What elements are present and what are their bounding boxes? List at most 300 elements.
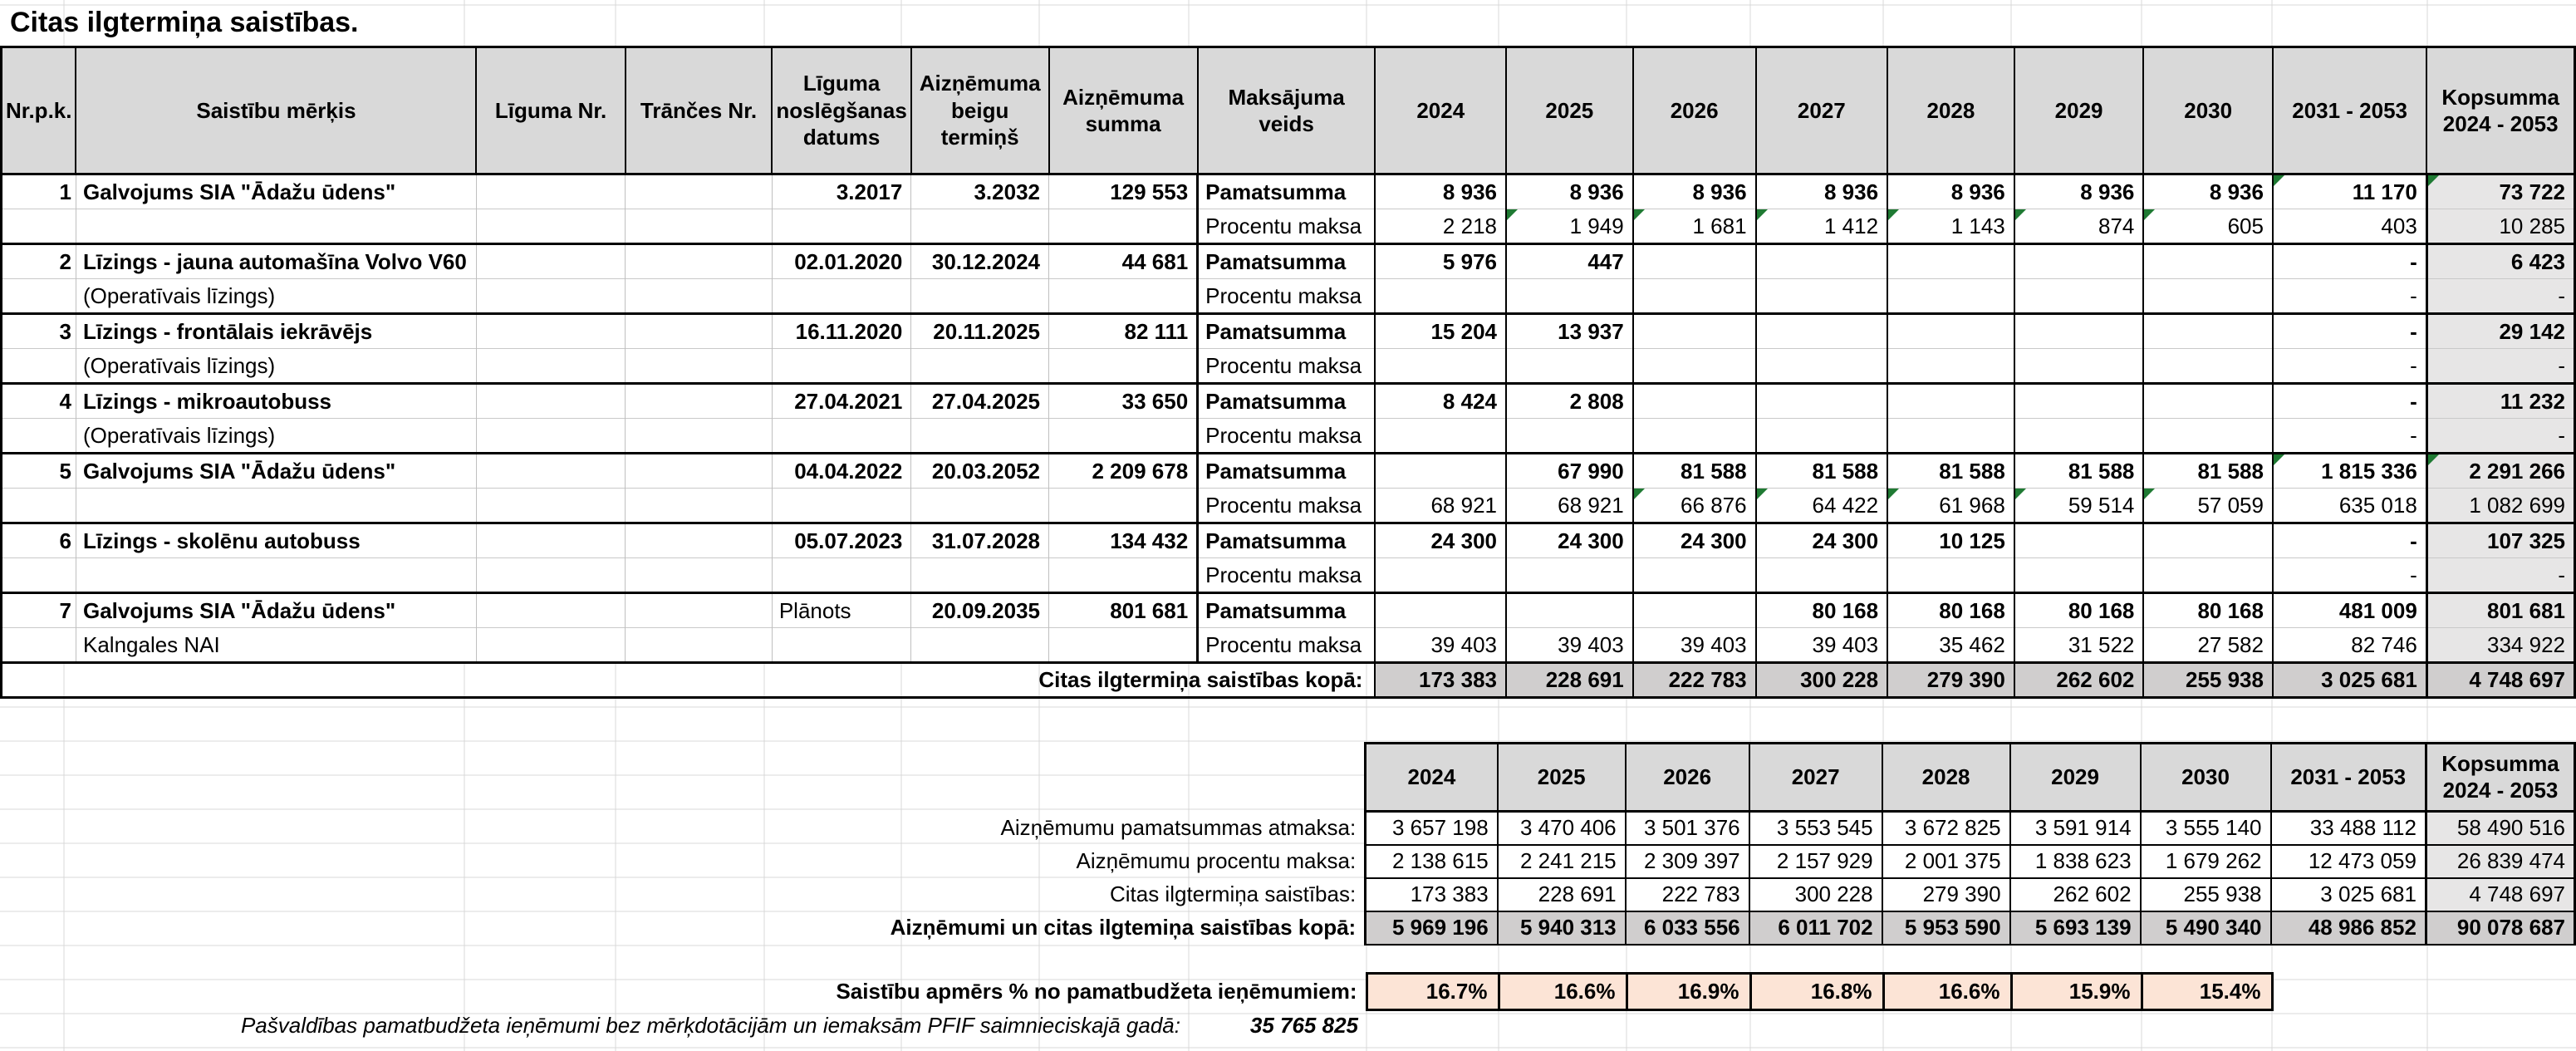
summary-value-cell[interactable]: 222 783 <box>1626 878 1749 911</box>
sheet-title[interactable]: Citas ilgtermiņa saistības. <box>10 7 359 38</box>
summary-value-cell[interactable]: 5 940 313 <box>1498 911 1626 945</box>
year-header[interactable]: 2024 <box>1375 47 1506 174</box>
year-value-cell[interactable]: 57 059 <box>2143 489 2273 523</box>
year-value-cell[interactable] <box>1887 558 2014 593</box>
summary-value-cell[interactable]: 48 986 852 <box>2271 911 2426 945</box>
row-number-cell[interactable]: 5 <box>2 454 76 489</box>
year-value-cell[interactable] <box>1633 314 1756 349</box>
row-number-cell[interactable]: 3 <box>2 314 76 349</box>
row-number-cell[interactable]: 6 <box>2 523 76 558</box>
total-value-cell[interactable]: 255 938 <box>2143 663 2273 698</box>
year-value-cell[interactable] <box>1633 244 1756 279</box>
year-value-cell[interactable] <box>2143 314 2273 349</box>
payment-type-cell[interactable]: Procentu maksa <box>1198 419 1376 454</box>
summary-year-header[interactable]: 2028 <box>1882 744 2010 812</box>
date-end-cell[interactable]: 27.04.2025 <box>911 384 1049 419</box>
loan-amount-cell[interactable] <box>1049 558 1198 593</box>
summary-value-cell[interactable]: 3 555 140 <box>2141 812 2271 845</box>
tranche-no-cell[interactable] <box>626 523 773 558</box>
summary-kopsumma-cell[interactable]: 4 748 697 <box>2426 878 2574 911</box>
year-value-cell[interactable]: 10 125 <box>1887 523 2014 558</box>
year-value-cell[interactable] <box>1633 558 1756 593</box>
year-value-cell[interactable] <box>1506 279 1633 314</box>
kopsumma-value-cell[interactable]: 107 325 <box>2426 523 2574 558</box>
column-header[interactable]: Līguma noslēgšanas datums <box>772 47 911 174</box>
summary-row-label[interactable]: Citas ilgtermiņa saistības: <box>1109 882 1357 906</box>
year-value-cell[interactable]: 1 412 <box>1756 209 1888 244</box>
row-number-cell[interactable]: 1 <box>2 174 76 209</box>
summary-year-header[interactable]: 2029 <box>2010 744 2141 812</box>
year-value-cell[interactable] <box>1756 419 1888 454</box>
payment-type-cell[interactable]: Pamatsumma <box>1198 174 1376 209</box>
summary-value-cell[interactable]: 3 657 198 <box>1366 812 1498 845</box>
kopsumma-value-cell[interactable]: 6 423 <box>2426 244 2574 279</box>
year-value-cell[interactable] <box>1887 384 2014 419</box>
row-number-cell[interactable]: 2 <box>2 244 76 279</box>
summary-year-header[interactable]: 2031 - 2053 <box>2271 744 2426 812</box>
column-header[interactable]: Līguma Nr. <box>476 47 625 174</box>
kopsumma-header[interactable] <box>2426 47 2574 174</box>
summary-row-label[interactable]: Aizņēmumu pamatsummas atmaksa: <box>1000 815 1357 840</box>
year-value-cell[interactable]: 39 403 <box>1756 628 1888 663</box>
tranche-no-cell[interactable] <box>626 314 773 349</box>
year-value-cell[interactable]: 1 143 <box>1887 209 2014 244</box>
date-signed-cell[interactable] <box>772 209 911 244</box>
year-value-cell[interactable]: 81 588 <box>2014 454 2144 489</box>
purpose-cell[interactable]: Līzings - mikroautobuss <box>76 384 476 419</box>
year-value-cell[interactable]: 68 921 <box>1506 489 1633 523</box>
year-value-cell[interactable]: 13 937 <box>1506 314 1633 349</box>
year-value-cell[interactable]: 39 403 <box>1506 628 1633 663</box>
date-signed-cell[interactable]: 27.04.2021 <box>772 384 911 419</box>
loan-amount-cell[interactable]: 801 681 <box>1049 593 1198 628</box>
year-value-cell[interactable]: 61 968 <box>1887 489 2014 523</box>
summary-year-header[interactable]: 2025 <box>1498 744 1626 812</box>
payment-type-cell[interactable]: Pamatsumma <box>1198 593 1376 628</box>
date-end-cell[interactable]: 20.03.2052 <box>911 454 1049 489</box>
summary-value-cell[interactable]: 228 691 <box>1498 878 1626 911</box>
summary-value-cell[interactable]: 3 553 545 <box>1749 812 1882 845</box>
year-value-cell[interactable] <box>2014 279 2144 314</box>
payment-type-cell[interactable]: Procentu maksa <box>1198 558 1376 593</box>
year-value-cell[interactable] <box>1375 419 1506 454</box>
date-end-cell[interactable]: 30.12.2024 <box>911 244 1049 279</box>
year-value-cell[interactable]: 8 936 <box>1633 174 1756 209</box>
loan-amount-cell[interactable] <box>1049 349 1198 384</box>
year-value-cell[interactable]: 59 514 <box>2014 489 2144 523</box>
year-value-cell[interactable] <box>1506 419 1633 454</box>
year-value-cell[interactable] <box>1887 244 2014 279</box>
summary-value-cell[interactable]: 300 228 <box>1749 878 1882 911</box>
year-value-cell[interactable]: 35 462 <box>1887 628 2014 663</box>
year-value-cell[interactable] <box>2143 523 2273 558</box>
row-number-cell[interactable] <box>2 419 76 454</box>
contract-no-cell[interactable] <box>476 628 625 663</box>
year-value-cell[interactable] <box>2143 349 2273 384</box>
year-value-cell[interactable] <box>2014 349 2144 384</box>
year-value-cell[interactable]: 68 921 <box>1375 489 1506 523</box>
year-value-cell[interactable]: 15 204 <box>1375 314 1506 349</box>
purpose-cell[interactable] <box>76 489 476 523</box>
loan-amount-cell[interactable] <box>1049 489 1198 523</box>
payment-type-cell[interactable]: Procentu maksa <box>1198 489 1376 523</box>
summary-row-label[interactable]: Aizņēmumi un citas ilgtemiņa saistības kopā: <box>890 915 1357 940</box>
total-value-cell[interactable]: 222 783 <box>1633 663 1756 698</box>
loan-amount-cell[interactable]: 44 681 <box>1049 244 1198 279</box>
payment-type-cell[interactable]: Pamatsumma <box>1198 523 1376 558</box>
contract-no-cell[interactable] <box>476 314 625 349</box>
column-header[interactable]: Maksājuma veids <box>1198 47 1376 174</box>
year-value-cell[interactable]: - <box>2273 523 2426 558</box>
date-signed-cell[interactable]: 16.11.2020 <box>772 314 911 349</box>
tranche-no-cell[interactable] <box>626 419 773 454</box>
date-signed-cell[interactable] <box>772 558 911 593</box>
summary-value-cell[interactable]: 3 470 406 <box>1498 812 1626 845</box>
year-value-cell[interactable]: 605 <box>2143 209 2273 244</box>
year-value-cell[interactable]: 447 <box>1506 244 1633 279</box>
payment-type-cell[interactable]: Procentu maksa <box>1198 279 1376 314</box>
tranche-no-cell[interactable] <box>626 209 773 244</box>
kopsumma-value-cell[interactable]: - <box>2426 419 2574 454</box>
purpose-cell[interactable]: Galvojums SIA "Ādažu ūdens" <box>76 174 476 209</box>
contract-no-cell[interactable] <box>476 419 625 454</box>
kopsumma-value-cell[interactable]: - <box>2426 279 2574 314</box>
year-value-cell[interactable]: - <box>2273 384 2426 419</box>
year-value-cell[interactable]: 39 403 <box>1633 628 1756 663</box>
ratio-percent-cell[interactable]: 16.9% <box>1627 974 1750 1010</box>
total-value-cell[interactable]: 279 390 <box>1887 663 2014 698</box>
purpose-cell[interactable]: Galvojums SIA "Ādažu ūdens" <box>76 593 476 628</box>
summary-year-header[interactable]: 2024 <box>1366 744 1498 812</box>
date-signed-cell[interactable] <box>772 489 911 523</box>
summary-value-cell[interactable]: 1 679 262 <box>2141 845 2271 878</box>
purpose-cell[interactable]: Līzings - skolēnu autobuss <box>76 523 476 558</box>
contract-no-cell[interactable] <box>476 209 625 244</box>
summary-value-cell[interactable]: 262 602 <box>2010 878 2141 911</box>
purpose-cell[interactable] <box>76 209 476 244</box>
date-end-cell[interactable] <box>911 489 1049 523</box>
year-value-cell[interactable]: 24 300 <box>1506 523 1633 558</box>
summary-value-cell[interactable]: 2 138 615 <box>1366 845 1498 878</box>
ratio-percent-cell[interactable]: 15.9% <box>2011 974 2142 1010</box>
total-value-cell[interactable]: 4 748 697 <box>2426 663 2574 698</box>
summary-value-cell[interactable]: 255 938 <box>2141 878 2271 911</box>
loan-amount-cell[interactable]: 129 553 <box>1049 174 1198 209</box>
year-value-cell[interactable]: 81 588 <box>1633 454 1756 489</box>
purpose-cell[interactable]: Līzings - frontālais iekrāvējs <box>76 314 476 349</box>
year-header[interactable]: 2027 <box>1756 47 1888 174</box>
loan-amount-cell[interactable] <box>1049 419 1198 454</box>
date-end-cell[interactable] <box>911 209 1049 244</box>
loan-amount-cell[interactable] <box>1049 279 1198 314</box>
date-signed-cell[interactable]: 04.04.2022 <box>772 454 911 489</box>
summary-year-header[interactable]: 2030 <box>2141 744 2271 812</box>
year-value-cell[interactable]: 27 582 <box>2143 628 2273 663</box>
kopsumma-value-cell[interactable]: 73 722 <box>2426 174 2574 209</box>
year-value-cell[interactable] <box>1887 419 2014 454</box>
summary-value-cell[interactable]: 3 591 914 <box>2010 812 2141 845</box>
purpose-cell[interactable]: (Operatīvais līzings) <box>76 419 476 454</box>
year-value-cell[interactable] <box>2143 279 2273 314</box>
ratio-percent-cell[interactable]: 15.4% <box>2142 974 2272 1010</box>
year-value-cell[interactable]: 481 009 <box>2273 593 2426 628</box>
purpose-cell[interactable]: (Operatīvais līzings) <box>76 349 476 384</box>
purpose-cell[interactable]: Galvojums SIA "Ādažu ūdens" <box>76 454 476 489</box>
summary-value-cell[interactable]: 173 383 <box>1366 878 1498 911</box>
year-value-cell[interactable] <box>2014 244 2144 279</box>
ratio-percent-cell[interactable]: 16.6% <box>1883 974 2011 1010</box>
year-header[interactable]: 2031 - 2053 <box>2273 47 2426 174</box>
kopsumma-value-cell[interactable]: 11 232 <box>2426 384 2574 419</box>
date-signed-cell[interactable] <box>772 628 911 663</box>
loan-amount-cell[interactable] <box>1049 209 1198 244</box>
date-signed-cell[interactable] <box>772 349 911 384</box>
year-value-cell[interactable]: 81 588 <box>1887 454 2014 489</box>
year-value-cell[interactable]: 2 218 <box>1375 209 1506 244</box>
row-number-cell[interactable] <box>2 558 76 593</box>
year-value-cell[interactable] <box>2014 523 2144 558</box>
year-value-cell[interactable]: 80 168 <box>1756 593 1888 628</box>
year-value-cell[interactable]: 8 936 <box>1506 174 1633 209</box>
year-value-cell[interactable] <box>1633 349 1756 384</box>
year-value-cell[interactable]: 2 808 <box>1506 384 1633 419</box>
year-value-cell[interactable]: - <box>2273 244 2426 279</box>
summary-value-cell[interactable]: 3 672 825 <box>1882 812 2010 845</box>
summary-value-cell[interactable]: 3 025 681 <box>2271 878 2426 911</box>
ratio-percent-cell[interactable]: 16.7% <box>1367 974 1499 1010</box>
year-value-cell[interactable]: 8 936 <box>1375 174 1506 209</box>
date-signed-cell[interactable] <box>772 279 911 314</box>
year-value-cell[interactable]: 8 424 <box>1375 384 1506 419</box>
year-value-cell[interactable]: 24 300 <box>1756 523 1888 558</box>
kopsumma-value-cell[interactable]: 2 291 266 <box>2426 454 2574 489</box>
year-value-cell[interactable]: 64 422 <box>1756 489 1888 523</box>
contract-no-cell[interactable] <box>476 384 625 419</box>
total-label-cell[interactable]: Citas ilgtermiņa saistības kopā: <box>2 663 1376 698</box>
contract-no-cell[interactable] <box>476 349 625 384</box>
summary-value-cell[interactable]: 2 309 397 <box>1626 845 1749 878</box>
year-value-cell[interactable] <box>1887 349 2014 384</box>
year-value-cell[interactable] <box>2143 244 2273 279</box>
year-value-cell[interactable] <box>1375 454 1506 489</box>
date-end-cell[interactable]: 31.07.2028 <box>911 523 1049 558</box>
row-number-cell[interactable] <box>2 489 76 523</box>
year-value-cell[interactable] <box>2014 384 2144 419</box>
contract-no-cell[interactable] <box>476 174 625 209</box>
payment-type-cell[interactable]: Pamatsumma <box>1198 244 1376 279</box>
column-header[interactable]: Saistību mērķis <box>76 47 476 174</box>
row-number-cell[interactable] <box>2 209 76 244</box>
year-value-cell[interactable]: - <box>2273 314 2426 349</box>
year-value-cell[interactable] <box>1633 279 1756 314</box>
year-value-cell[interactable] <box>1887 279 2014 314</box>
year-value-cell[interactable]: 8 936 <box>1756 174 1888 209</box>
purpose-cell[interactable]: (Operatīvais līzings) <box>76 279 476 314</box>
row-number-cell[interactable]: 4 <box>2 384 76 419</box>
contract-no-cell[interactable] <box>476 593 625 628</box>
year-value-cell[interactable] <box>2014 419 2144 454</box>
year-value-cell[interactable] <box>1375 349 1506 384</box>
purpose-cell[interactable] <box>76 558 476 593</box>
note-label[interactable]: Pašvaldības pamatbudžeta ieņēmumi bez mērķdotācijām un iemaksām PFIF saimnieciskajā gadā: <box>240 1012 1180 1038</box>
tranche-no-cell[interactable] <box>626 593 773 628</box>
year-value-cell[interactable]: 1 949 <box>1506 209 1633 244</box>
loan-amount-cell[interactable] <box>1049 628 1198 663</box>
summary-value-cell[interactable]: 2 157 929 <box>1749 845 1882 878</box>
year-value-cell[interactable] <box>1633 593 1756 628</box>
summary-value-cell[interactable]: 5 969 196 <box>1366 911 1498 945</box>
summary-value-cell[interactable]: 1 838 623 <box>2010 845 2141 878</box>
year-value-cell[interactable]: 8 936 <box>2143 174 2273 209</box>
year-value-cell[interactable]: - <box>2273 419 2426 454</box>
summary-value-cell[interactable]: 279 390 <box>1882 878 2010 911</box>
total-value-cell[interactable]: 262 602 <box>2014 663 2144 698</box>
year-value-cell[interactable] <box>2143 558 2273 593</box>
row-number-cell[interactable]: 7 <box>2 593 76 628</box>
contract-no-cell[interactable] <box>476 244 625 279</box>
date-end-cell[interactable]: 20.11.2025 <box>911 314 1049 349</box>
year-header[interactable]: 2029 <box>2014 47 2144 174</box>
year-value-cell[interactable]: 66 876 <box>1633 489 1756 523</box>
summary-value-cell[interactable]: 12 473 059 <box>2271 845 2426 878</box>
year-value-cell[interactable]: - <box>2273 558 2426 593</box>
ratio-percent-cell[interactable]: 16.6% <box>1499 974 1627 1010</box>
year-value-cell[interactable]: 635 018 <box>2273 489 2426 523</box>
note-value[interactable]: 35 765 825 <box>1249 1012 1358 1038</box>
year-value-cell[interactable] <box>1506 349 1633 384</box>
year-value-cell[interactable] <box>1756 349 1888 384</box>
year-value-cell[interactable] <box>1375 558 1506 593</box>
summary-value-cell[interactable]: 2 001 375 <box>1882 845 2010 878</box>
total-value-cell[interactable]: 3 025 681 <box>2273 663 2426 698</box>
year-value-cell[interactable]: 8 936 <box>1887 174 2014 209</box>
date-signed-cell[interactable] <box>772 419 911 454</box>
year-value-cell[interactable]: 5 976 <box>1375 244 1506 279</box>
year-value-cell[interactable]: 1 681 <box>1633 209 1756 244</box>
year-value-cell[interactable]: 403 <box>2273 209 2426 244</box>
summary-kopsumma-cell[interactable]: 26 839 474 <box>2426 845 2574 878</box>
year-value-cell[interactable] <box>2014 314 2144 349</box>
payment-type-cell[interactable]: Pamatsumma <box>1198 454 1376 489</box>
contract-no-cell[interactable] <box>476 279 625 314</box>
year-value-cell[interactable]: 80 168 <box>2143 593 2273 628</box>
year-value-cell[interactable] <box>1887 314 2014 349</box>
summary-kopsumma-cell[interactable]: 58 490 516 <box>2426 812 2574 845</box>
year-value-cell[interactable]: - <box>2273 349 2426 384</box>
tranche-no-cell[interactable] <box>626 454 773 489</box>
summary-value-cell[interactable]: 5 953 590 <box>1882 911 2010 945</box>
date-signed-cell[interactable]: 05.07.2023 <box>772 523 911 558</box>
year-value-cell[interactable] <box>1756 279 1888 314</box>
date-end-cell[interactable] <box>911 419 1049 454</box>
ratio-label[interactable]: Saistību apmērs % no pamatbudžeta ieņēmumiem: <box>836 979 1357 1004</box>
kopsumma-value-cell[interactable]: 29 142 <box>2426 314 2574 349</box>
year-value-cell[interactable] <box>1756 244 1888 279</box>
year-value-cell[interactable]: 24 300 <box>1633 523 1756 558</box>
column-header[interactable]: Aizņēmuma beigu termiņš <box>911 47 1049 174</box>
contract-no-cell[interactable] <box>476 489 625 523</box>
year-value-cell[interactable] <box>1756 314 1888 349</box>
ratio-percent-cell[interactable]: 16.8% <box>1750 974 1883 1010</box>
kopsumma-value-cell[interactable]: 801 681 <box>2426 593 2574 628</box>
date-end-cell[interactable] <box>911 349 1049 384</box>
summary-value-cell[interactable]: 3 501 376 <box>1626 812 1749 845</box>
summary-kopsumma-cell[interactable]: 90 078 687 <box>2426 911 2574 945</box>
year-value-cell[interactable] <box>2143 419 2273 454</box>
tranche-no-cell[interactable] <box>626 384 773 419</box>
year-header[interactable]: 2030 <box>2143 47 2273 174</box>
summary-value-cell[interactable]: 5 490 340 <box>2141 911 2271 945</box>
summary-row-label[interactable]: Aizņēmumu procentu maksa: <box>1076 848 1357 873</box>
year-value-cell[interactable] <box>2014 558 2144 593</box>
purpose-cell[interactable]: Līzings - jauna automašīna Volvo V60 <box>76 244 476 279</box>
year-value-cell[interactable]: 80 168 <box>1887 593 2014 628</box>
summary-value-cell[interactable]: 6 033 556 <box>1626 911 1749 945</box>
year-value-cell[interactable] <box>1375 593 1506 628</box>
year-value-cell[interactable]: 1 815 336 <box>2273 454 2426 489</box>
kopsumma-value-cell[interactable]: 10 285 <box>2426 209 2574 244</box>
kopsumma-value-cell[interactable]: 334 922 <box>2426 628 2574 663</box>
year-value-cell[interactable]: 67 990 <box>1506 454 1633 489</box>
summary-value-cell[interactable]: 5 693 139 <box>2010 911 2141 945</box>
row-number-cell[interactable] <box>2 279 76 314</box>
year-header[interactable]: 2028 <box>1887 47 2014 174</box>
loan-amount-cell[interactable]: 33 650 <box>1049 384 1198 419</box>
date-end-cell[interactable]: 20.09.2035 <box>911 593 1049 628</box>
year-value-cell[interactable]: 31 522 <box>2014 628 2144 663</box>
kopsumma-value-cell[interactable]: 1 082 699 <box>2426 489 2574 523</box>
summary-year-header[interactable]: 2027 <box>1749 744 1882 812</box>
year-header[interactable]: 2025 <box>1506 47 1633 174</box>
loan-amount-cell[interactable]: 2 209 678 <box>1049 454 1198 489</box>
row-number-cell[interactable] <box>2 628 76 663</box>
summary-year-header[interactable]: 2026 <box>1626 744 1749 812</box>
year-value-cell[interactable] <box>1756 384 1888 419</box>
tranche-no-cell[interactable] <box>626 489 773 523</box>
total-value-cell[interactable]: 228 691 <box>1506 663 1633 698</box>
payment-type-cell[interactable]: Procentu maksa <box>1198 628 1376 663</box>
column-header[interactable]: Trānčes Nr. <box>626 47 773 174</box>
payment-type-cell[interactable]: Procentu maksa <box>1198 209 1376 244</box>
purpose-cell[interactable]: Kalngales NAI <box>76 628 476 663</box>
loan-amount-cell[interactable]: 134 432 <box>1049 523 1198 558</box>
year-value-cell[interactable] <box>1633 419 1756 454</box>
year-value-cell[interactable]: 39 403 <box>1375 628 1506 663</box>
payment-type-cell[interactable]: Pamatsumma <box>1198 314 1376 349</box>
year-value-cell[interactable]: 80 168 <box>2014 593 2144 628</box>
contract-no-cell[interactable] <box>476 454 625 489</box>
total-value-cell[interactable]: 300 228 <box>1756 663 1888 698</box>
year-value-cell[interactable]: 81 588 <box>1756 454 1888 489</box>
summary-value-cell[interactable]: 6 011 702 <box>1749 911 1882 945</box>
tranche-no-cell[interactable] <box>626 558 773 593</box>
summary-value-cell[interactable]: 33 488 112 <box>2271 812 2426 845</box>
year-value-cell[interactable]: 8 936 <box>2014 174 2144 209</box>
tranche-no-cell[interactable] <box>626 244 773 279</box>
loan-amount-cell[interactable]: 82 111 <box>1049 314 1198 349</box>
year-value-cell[interactable] <box>1375 279 1506 314</box>
date-end-cell[interactable] <box>911 558 1049 593</box>
year-value-cell[interactable]: 874 <box>2014 209 2144 244</box>
total-value-cell[interactable]: 173 383 <box>1375 663 1506 698</box>
contract-no-cell[interactable] <box>476 558 625 593</box>
year-value-cell[interactable]: 24 300 <box>1375 523 1506 558</box>
date-end-cell[interactable] <box>911 279 1049 314</box>
year-value-cell[interactable]: 82 746 <box>2273 628 2426 663</box>
tranche-no-cell[interactable] <box>626 628 773 663</box>
year-value-cell[interactable] <box>2143 384 2273 419</box>
date-signed-cell[interactable]: Plānots <box>772 593 911 628</box>
